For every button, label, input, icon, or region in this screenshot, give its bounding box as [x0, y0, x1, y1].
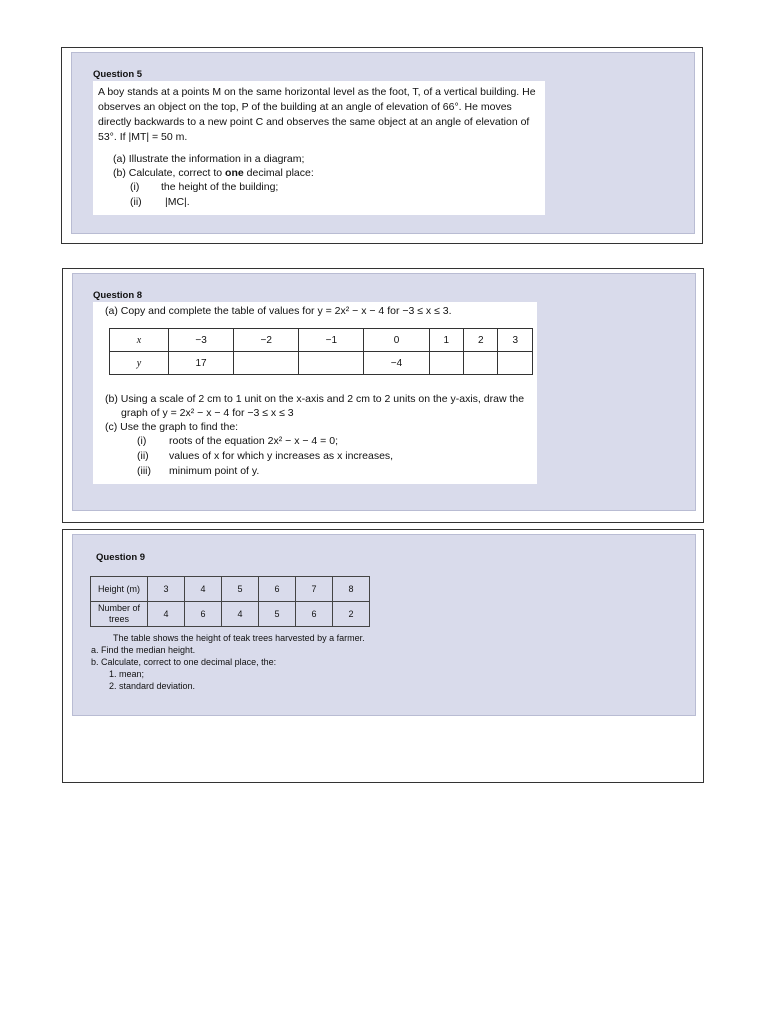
q5-line-2: observes an object on the top, P of the building at an angle of elevation of 66°. He moves — [98, 101, 512, 113]
q5-part-b-ii-label: (ii) — [130, 196, 142, 208]
table-row — [110, 352, 533, 375]
table-cell — [299, 352, 364, 375]
table-row — [110, 329, 533, 352]
table-cell: 5 — [259, 602, 296, 627]
table-cell: 2 — [464, 329, 498, 352]
q9-part-b-2: 2. standard deviation. — [109, 681, 196, 691]
q5-line-4: 53°. If |MT| = 50 m. — [98, 131, 188, 143]
question-8-text-box — [93, 302, 537, 484]
q8-part-b-line-2: graph of y = 2x² − x − 4 for −3 ≤ x ≤ 3 — [121, 407, 294, 419]
question-8-frame — [62, 268, 704, 523]
question-5-panel — [71, 52, 695, 234]
q5-part-b-i-label: (i) — [130, 181, 140, 193]
q9-part-b-1: 1. mean; — [109, 669, 145, 679]
table-cell: y — [110, 352, 169, 375]
q5-line-3: directly backwards to a new point C and observes the same object at an angle of elevation of — [98, 116, 530, 128]
q8-part-c-i-label: (i) — [137, 435, 147, 447]
question-5-title: Question 5 — [93, 69, 143, 80]
table-cell: −2 — [234, 329, 299, 352]
q9-part-a: a. Find the median height. — [91, 645, 196, 655]
q5-line-1: A boy stands at a points M on the same horizontal level as the foot, T, of a vertical building. He — [98, 86, 536, 98]
table-cell: Height (m) — [91, 577, 148, 602]
table-cell: x — [110, 329, 169, 352]
table-cell: −3 — [169, 329, 234, 352]
q8-part-b-line-1: (b) Using a scale of 2 cm to 1 unit on the x-axis and 2 cm to 2 units on the y-axis, draw the — [105, 393, 525, 405]
table-cell: 7 — [296, 577, 333, 602]
q9-part-b: b. Calculate, correct to one decimal place, the: — [91, 657, 277, 667]
question-9-frame — [62, 529, 704, 783]
table-cell: 17 — [169, 352, 234, 375]
q8-part-a: (a) Copy and complete the table of values for y = 2x² − x − 4 for −3 ≤ x ≤ 3. — [105, 305, 452, 317]
table-cell — [234, 352, 299, 375]
q5-part-a: (a) Illustrate the information in a diagram; — [113, 153, 305, 165]
q8-part-c-iii-text: minimum point of y. — [169, 465, 260, 477]
table-cell: 0 — [364, 329, 429, 352]
q9-caption: The table shows the height of teak trees harvested by a farmer. — [113, 633, 365, 643]
question-8-panel — [72, 273, 696, 511]
q9-height-table — [90, 576, 370, 627]
question-8-title: Question 8 — [93, 290, 143, 301]
table-cell: 4 — [148, 602, 185, 627]
question-5-frame — [61, 47, 703, 244]
q5-part-b-i-text: the height of the building; — [161, 181, 279, 193]
table-cell — [429, 352, 463, 375]
q5-part-b: (b) Calculate, correct to one decimal place: — [113, 167, 314, 179]
table-cell: 3 — [498, 329, 533, 352]
q5-part-b-ii-text: |MC|. — [165, 196, 190, 208]
table-cell: −4 — [364, 352, 429, 375]
q8-values-table — [109, 328, 533, 375]
table-cell: Number of trees — [91, 602, 148, 627]
table-row — [91, 577, 370, 602]
question-9-title: Question 9 — [96, 552, 146, 563]
table-cell: 4 — [222, 602, 259, 627]
table-cell: 2 — [333, 602, 370, 627]
table-cell: 5 — [222, 577, 259, 602]
table-cell: 3 — [148, 577, 185, 602]
table-cell: 6 — [185, 602, 222, 627]
table-cell — [498, 352, 533, 375]
q8-part-c-ii-label: (ii) — [137, 450, 149, 462]
table-cell: −1 — [299, 329, 364, 352]
table-cell: 6 — [296, 602, 333, 627]
table-cell: 1 — [429, 329, 463, 352]
table-cell: 4 — [185, 577, 222, 602]
q8-part-c-iii-label: (iii) — [137, 465, 151, 477]
table-cell — [464, 352, 498, 375]
table-cell: 6 — [259, 577, 296, 602]
question-5-text-box — [93, 81, 545, 215]
table-row — [91, 602, 370, 627]
table-cell: 8 — [333, 577, 370, 602]
question-9-panel — [72, 534, 696, 716]
q8-part-c-ii-text: values of x for which y increases as x increases, — [169, 450, 394, 462]
q8-part-c-i-text: roots of the equation 2x² − x − 4 = 0; — [169, 435, 338, 447]
q8-part-c: (c) Use the graph to find the: — [105, 421, 239, 433]
